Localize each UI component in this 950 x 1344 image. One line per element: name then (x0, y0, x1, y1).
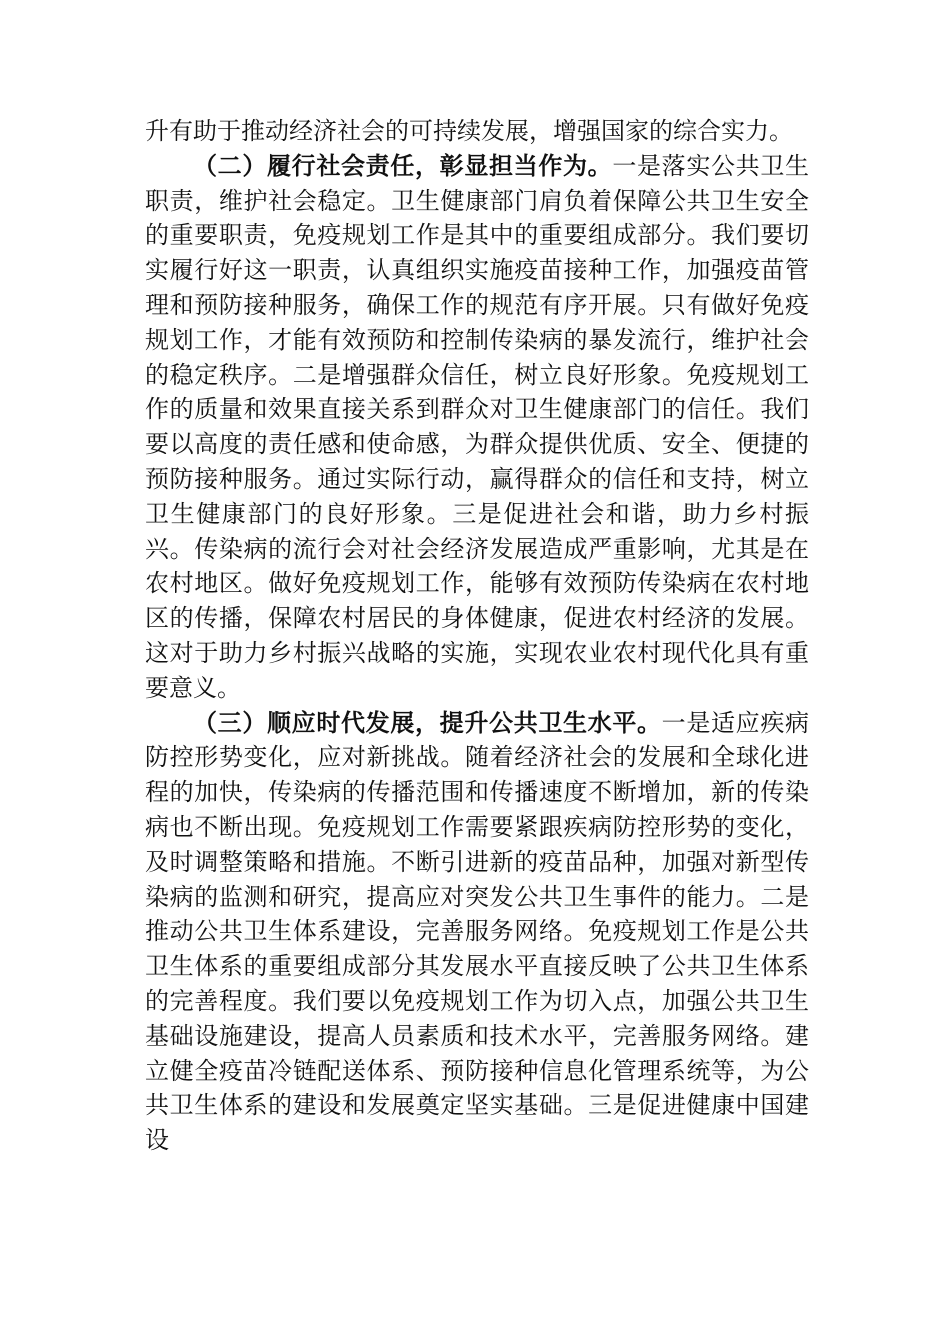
paragraph-section-two (145, 149, 809, 706)
paragraph-body: 一是适应疾病防控形势变化，应对新挑战。随着经济社会的发展和全球化进程的加快，传染病的传播范围和传播速度不断增加，新的传染病也不断出现。免疫规划工作需要紧跟疾病防控形势的变化，及时调整策略和措施。不断引进新的疫苗品种，加强对新型传染病的监测和研究，提高应对突发公共卫生事件的能力。二是推动公共卫生体系建设，完善服务网络。免疫规划工作是公共卫生体系的重要组成部分其发展水平直接反映了公共卫生体系的完善程度。我们要以免疫规划工作为切入点，加强公共卫生基础设施建设，提高人员素质和技术水平，完善服务网络。建立健全疫苗冷链配送体系、预防接种信息化管理系统等，为公共卫生体系的建设和发展奠定坚实基础。三是促进健康中国建设 (145, 708, 810, 1155)
paragraph-body: 升有助于推动经济社会的可持续发展，增强国家的综合实力。 (145, 117, 793, 145)
section-heading: （二）履行社会责任，彰显担当作为。 (193, 150, 613, 180)
paragraph-continuation (145, 114, 809, 149)
section-heading: （三）顺应时代发展，提升公共卫生水平。 (193, 707, 662, 737)
paragraph-section-three (145, 706, 809, 1158)
paragraph-body: 一是落实公共卫生职责，维护社会稳定。卫生健康部门肩负着保障公共卫生安全的重要职责，免疫规划工作是其中的重要组成部分。我们要切实履行好这一职责，认真组织实施疫苗接种工作，加强疫苗管理和预防接种服务，确保工作的规范有序开展。只有做好免疫规划工作，才能有效预防和控制传染病的暴发流行，维护社会的稳定秩序。二是增强群众信任，树立良好形象。免疫规划工作的质量和效果直接关系到群众对卫生健康部门的信任。我们要以高度的责任感和使命感，为群众提供优质、安全、便捷的预防接种服务。通过实际行动，赢得群众的信任和支持，树立卫生健康部门的良好形象。三是促进社会和谐，助力乡村振兴。传染病的流行会对社会经济发展造成严重影响，尤其是在农村地区。做好免疫规划工作，能够有效预防传染病在农村地区的传播，保障农村居民的身体健康，促进农村经济的发展。这对于助力乡村振兴战略的实施，实现农业农村现代化具有重要意义。 (145, 151, 810, 702)
document-page (145, 114, 809, 1158)
